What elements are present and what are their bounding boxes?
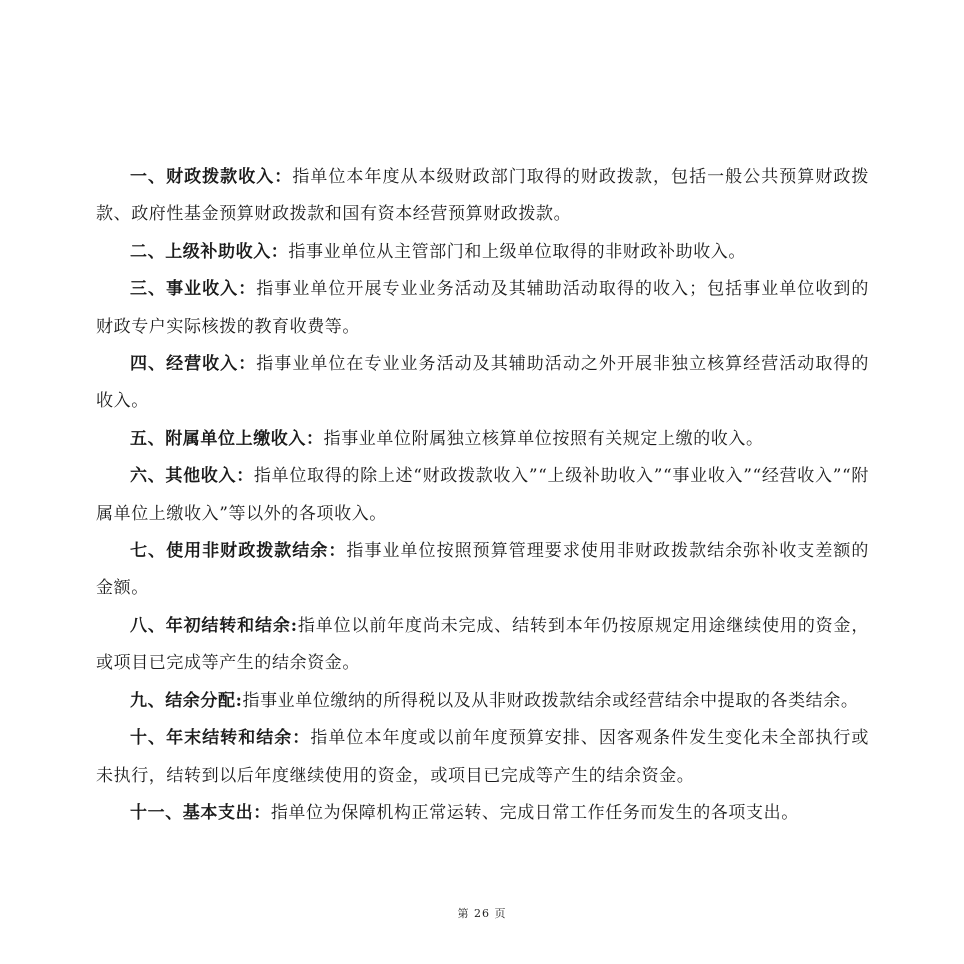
- paragraph-basic-expenditure: [96, 795, 869, 832]
- paragraph-business-income: [96, 271, 869, 346]
- paragraph-fiscal-appropriation-income: [96, 159, 869, 234]
- term-definition: 指单位取得的除上述“财政拨款收入”“上级补助收入”“事业收入”“经营收入”“附属单位上缴收入”等以外的各项收入。: [96, 466, 869, 524]
- term-label: 九、结余分配:: [130, 690, 243, 711]
- term-label: 四、经营收入：: [130, 354, 257, 375]
- term-definition: 指事业单位按照预算管理要求使用非财政拨款结余弥补收支差额的金额。: [96, 541, 869, 599]
- term-label: 八、年初结转和结余:: [130, 615, 298, 636]
- term-definition: 指单位以前年度尚未完成、结转到本年仍按原规定用途继续使用的资金，或项目已完成等产生的结余资金。: [96, 615, 869, 674]
- paragraph-opening-carryover: [96, 608, 869, 683]
- document-body: [96, 159, 869, 832]
- paragraph-other-income: [96, 458, 869, 533]
- paragraph-closing-carryover: [96, 720, 869, 795]
- term-label: 五、附属单位上缴收入：: [130, 428, 324, 449]
- paragraph-superior-subsidy-income: [96, 234, 869, 271]
- term-definition: 指事业单位在专业业务活动及其辅助活动之外开展非独立核算经营活动取得的收入。: [96, 354, 869, 412]
- term-definition: 指事业单位从主管部门和上级单位取得的非财政补助收入。: [288, 241, 747, 262]
- paragraph-affiliated-unit-income: [96, 421, 869, 458]
- term-label: 十一、基本支出：: [130, 802, 271, 823]
- term-definition: 指单位本年度或以前年度预算安排、因客观条件发生变化未全部执行或未执行，结转到以后年度继续使用的资金，或项目已完成等产生的结余资金。: [96, 728, 870, 786]
- term-definition: 指单位为保障机构正常运转、完成日常工作任务而发生的各项支出。: [270, 802, 799, 823]
- paragraph-non-fiscal-surplus-use: [96, 533, 869, 608]
- term-label: 十、年末结转和结余：: [130, 728, 311, 749]
- term-definition: 指事业单位附属独立核算单位按照有关规定上缴的收入。: [323, 428, 764, 449]
- term-definition: 指事业单位开展专业业务活动及其辅助活动取得的收入；包括事业单位收到的财政专户实际核拨的教育收费等。: [96, 279, 869, 337]
- term-label: 六、其他收入：: [130, 466, 254, 487]
- page-number: 第 26 页: [457, 907, 507, 920]
- term-label: 一、财政拨款收入：: [130, 167, 293, 187]
- term-label: 二、上级补助收入：: [130, 241, 289, 262]
- term-label: 三、事业收入：: [130, 279, 257, 300]
- term-definition: 指单位本年度从本级财政部门取得的财政拨款，包括一般公共预算财政拨款、政府性基金预算财政拨款和国有资本经营预算财政拨款。: [96, 167, 869, 225]
- term-definition: 指事业单位缴纳的所得税以及从非财政拨款结余或经营结余中提取的各类结余。: [242, 690, 859, 711]
- paragraph-surplus-distribution: [96, 683, 869, 720]
- paragraph-operating-income: [96, 346, 869, 421]
- term-label: 七、使用非财政拨款结余：: [130, 541, 347, 562]
